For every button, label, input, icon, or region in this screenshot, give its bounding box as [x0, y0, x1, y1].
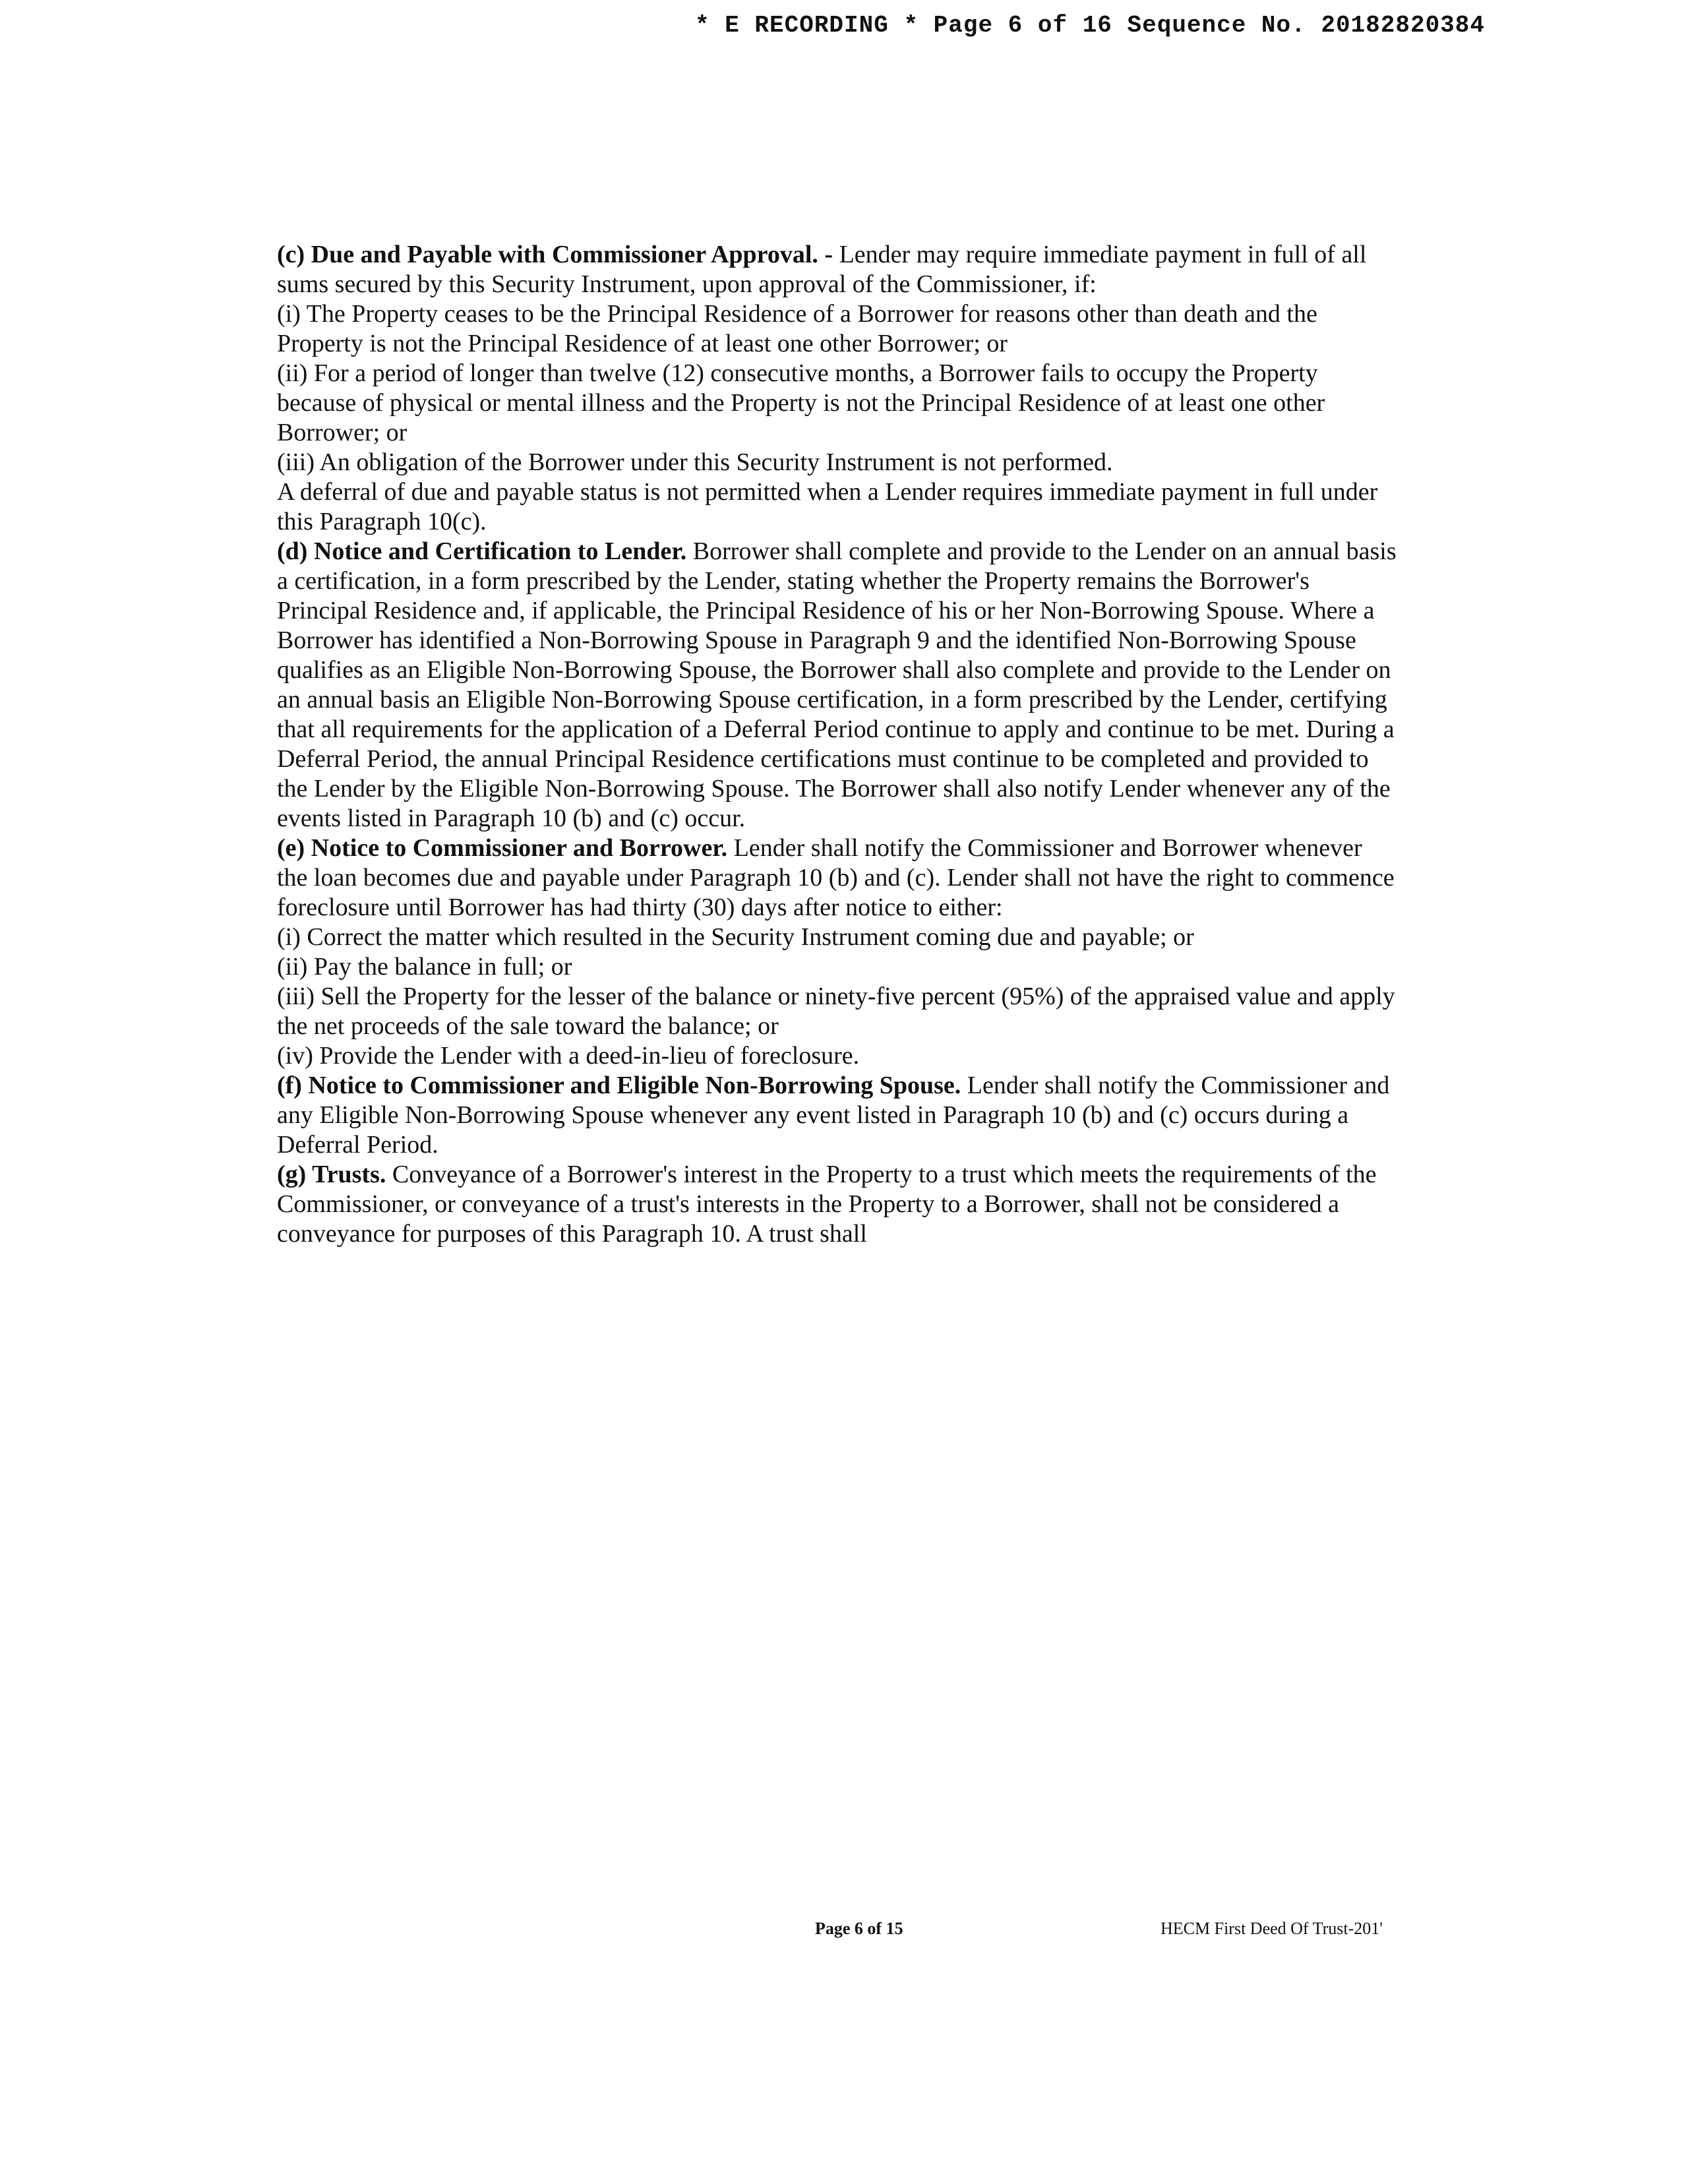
section-c-paragraph: [277, 240, 1398, 299]
section-d-body: Borrower shall complete and provide to the Lender on an annual basis a certification, in a form prescribed by the Lender, stating whether the Property remains the Borrower's Principal Residence and, if applicable, the Principal Residence of his or her Non-Borrowing Spouse. Where a Borrower has identified a Non-Borrowing Spouse in Paragraph 9 and the identified Non-Borrowing Spouse qualifies as an Eligible Non-Borrowing Spouse, the Borrower shall also complete and provide to the Lender on an annual basis an Eligible Non-Borrowing Spouse certification, in a form prescribed by the Lender, certifying that all requirements for the application of a Deferral Period continue to apply and continue to be met. During a Deferral Period, the annual Principal Residence certifications must continue to be completed and provided to the Lender by the Eligible Non-Borrowing Spouse. The Borrower shall also notify Lender whenever any of the events listed in Paragraph 10 (b) and (c) occur.: [277, 537, 1397, 832]
section-c-heading: (c) Due and Payable with Commissioner Approval. -: [277, 241, 833, 268]
section-e-item-iv: (iv) Provide the Lender with a deed-in-lieu of foreclosure.: [277, 1042, 860, 1070]
section-d-heading: (d) Notice and Certification to Lender.: [277, 537, 687, 565]
section-c-item-i: (i) The Property ceases to be the Principal Residence of a Borrower for reasons other than death and the Property is not the Principal Residence of at least one other Borrower; or: [277, 300, 1317, 357]
section-g-heading: (g) Trusts.: [277, 1161, 386, 1188]
footer-page-number: Page 6 of 15: [815, 1919, 903, 1938]
footer-document-title: HECM First Deed Of Trust-201': [1160, 1919, 1383, 1938]
section-c-intro: Lender may require immediate payment in full of all sums secured by this Security Instrument, upon approval of the Commissioner, if:: [277, 241, 1367, 298]
section-c-item-ii: (ii) For a period of longer than twelve (12) consecutive months, a Borrower fails to occupy the Property because of physical or mental illness and the Property is not the Principal Residence of at least one other Borrower; or: [277, 359, 1325, 446]
section-g-paragraph: [277, 1160, 1398, 1249]
section-g-body: Conveyance of a Borrower's interest in the Property to a trust which meets the requirements of the Commissioner, or conveyance of a trust's interests in the Property to a Borrower, shall not be considered a conveyance for purposes of this Paragraph 10. A trust shall: [277, 1161, 1377, 1248]
section-e-body: Lender shall notify the Commissioner and Borrower whenever the loan becomes due and payable under Paragraph 10 (b) and (c). Lender shall not have the right to commence foreclosure until Borrower has had thirty (30) days after notice to either:: [277, 834, 1395, 921]
section-f-paragraph: [277, 1071, 1398, 1160]
section-c-deferral-note: A deferral of due and payable status is not permitted when a Lender requires immediate payment in full under this Paragraph 10(c).: [277, 478, 1378, 535]
section-e-item-i: (i) Correct the matter which resulted in the Security Instrument coming due and payable; or: [277, 923, 1194, 951]
document-body: [277, 240, 1398, 1249]
section-f-body: Lender shall notify the Commissioner and any Eligible Non-Borrowing Spouse whenever any event listed in Paragraph 10 (b) and (c) occurs during a Deferral Period.: [277, 1072, 1390, 1159]
section-e-heading: (e) Notice to Commissioner and Borrower.: [277, 834, 728, 862]
section-f-heading: (f) Notice to Commissioner and Eligible Non-Borrowing Spouse.: [277, 1072, 961, 1099]
recording-header: * E RECORDING * Page 6 of 16 Sequence No. 20182820384: [695, 12, 1485, 39]
section-c-item-iii: (iii) An obligation of the Borrower under this Security Instrument is not performed.: [277, 448, 1113, 476]
section-e-item-iii: (iii) Sell the Property for the lesser of the balance or ninety-five percent (95%) of the appraised value and apply the net proceeds of the sale toward the balance; or: [277, 983, 1395, 1040]
section-e-paragraph: [277, 834, 1398, 923]
section-e-item-ii: (ii) Pay the balance in full; or: [277, 953, 572, 981]
section-d-paragraph: [277, 537, 1398, 834]
